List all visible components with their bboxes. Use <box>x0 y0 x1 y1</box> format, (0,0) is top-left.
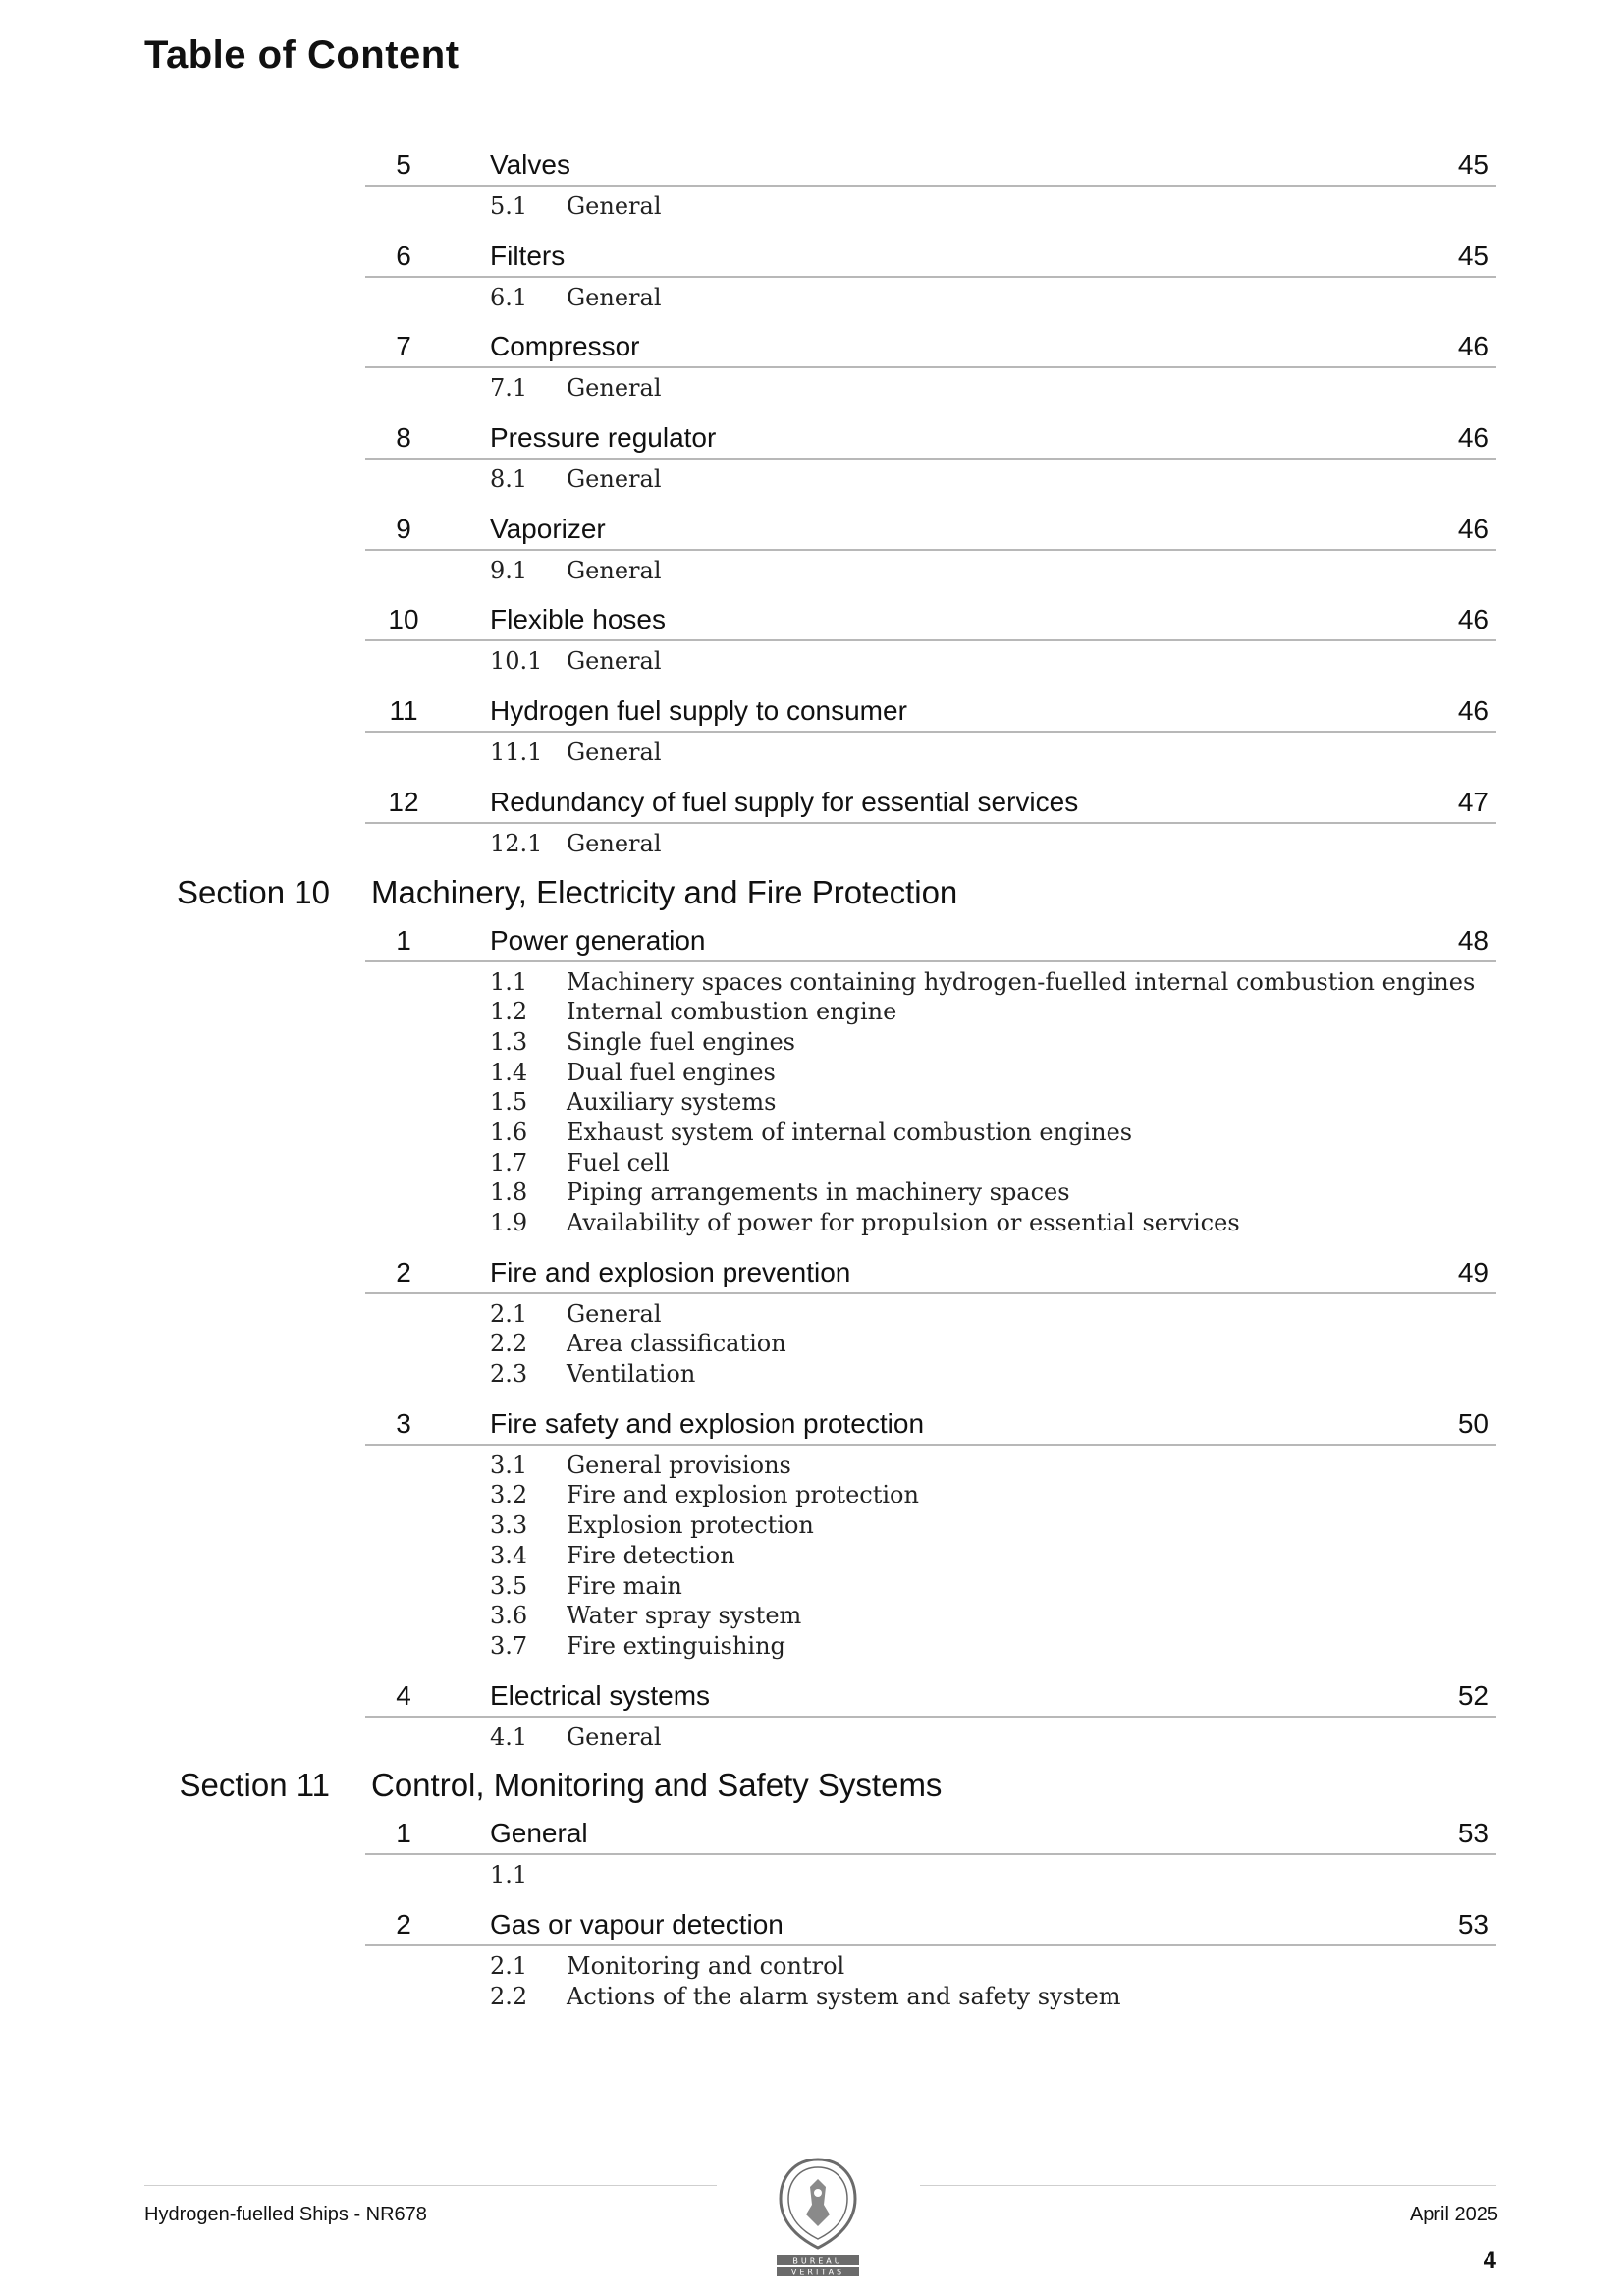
article-title: Gas or vapour detection <box>490 1908 784 1940</box>
subsection-number: 3.7 <box>490 1631 528 1660</box>
subsection-number: 3.6 <box>490 1602 528 1630</box>
article-page-number: 45 <box>1457 240 1488 271</box>
toc-subsection-row[interactable] <box>0 1330 1623 1360</box>
article-page-number: 46 <box>1457 513 1488 544</box>
toc-article-row[interactable] <box>365 777 1496 824</box>
subsection-title: Monitoring and control <box>567 1951 845 1980</box>
subsection-number: 2.2 <box>490 1330 528 1358</box>
article-number: 12 <box>388 786 419 817</box>
subsection-title: Fire extinguishing <box>567 1631 785 1660</box>
subsection-number: 1.6 <box>490 1118 528 1146</box>
subsection-title: General <box>567 829 662 857</box>
footer-date: April 2025 <box>1409 2204 1498 2225</box>
subsection-list <box>0 824 1623 868</box>
article-page-number: 50 <box>1457 1407 1488 1439</box>
section-title: Control, Monitoring and Safety Systems <box>371 1767 943 1804</box>
subsection-number: 2.1 <box>490 1299 528 1328</box>
subsection-number: 2.3 <box>490 1360 528 1389</box>
section-label: Section 11 <box>179 1767 330 1804</box>
article-number: 4 <box>396 1679 411 1711</box>
subsection-title: Ventilation <box>567 1360 696 1389</box>
toc-subsection-row[interactable] <box>0 1952 1623 1983</box>
toc-subsection-row[interactable] <box>0 1451 1623 1482</box>
article-page-number: 53 <box>1457 1818 1488 1849</box>
subsection-list <box>0 460 1623 504</box>
subsection-number: 4.1 <box>490 1722 528 1751</box>
subsection-title: Fire main <box>567 1571 682 1600</box>
toc-article-row[interactable] <box>365 1398 1496 1446</box>
subsection-title: Auxiliary systems <box>567 1088 777 1117</box>
toc-subsection-row[interactable] <box>0 1300 1623 1331</box>
toc-subsection-row[interactable] <box>0 968 1623 999</box>
toc-article-row[interactable] <box>365 139 1496 187</box>
article-page-number: 53 <box>1457 1908 1488 1940</box>
article-page-number: 49 <box>1457 1256 1488 1287</box>
subsection-title: Single fuel engines <box>567 1027 795 1056</box>
article-title: Power generation <box>490 924 706 956</box>
subsection-list <box>0 368 1623 412</box>
article-number: 1 <box>396 1818 411 1849</box>
toc-subsection-row[interactable] <box>0 192 1623 223</box>
subsection-title: Fuel cell <box>567 1148 670 1176</box>
toc-subsection-row[interactable] <box>0 1149 1623 1179</box>
subsection-number: 2.2 <box>490 1982 528 2010</box>
article-page-number: 46 <box>1457 331 1488 362</box>
subsection-title: Fire detection <box>567 1541 735 1569</box>
toc-subsection-row[interactable] <box>0 1178 1623 1209</box>
subsection-title: General <box>567 556 662 584</box>
subsection-number: 3.3 <box>490 1511 528 1540</box>
subsection-number: 1.4 <box>490 1058 528 1086</box>
article-title: Compressor <box>490 331 640 362</box>
section-heading <box>0 1761 1623 1808</box>
article-title: Fire safety and explosion protection <box>490 1407 925 1439</box>
article-page-number: 52 <box>1457 1679 1488 1711</box>
toc-subsection-row[interactable] <box>0 830 1623 860</box>
article-number: 10 <box>388 604 419 635</box>
subsection-title: Machinery spaces containing hydrogen-fuelled internal combustion engines <box>567 967 1476 996</box>
toc-subsection-row[interactable] <box>0 998 1623 1028</box>
subsection-number: 11.1 <box>490 738 543 767</box>
toc-article-row[interactable] <box>365 1899 1496 1946</box>
toc-subsection-row[interactable] <box>0 284 1623 314</box>
bureau-veritas-logo <box>769 2154 867 2279</box>
article-title: Filters <box>490 240 566 271</box>
subsection-list <box>0 1718 1623 1762</box>
section-title: Machinery, Electricity and Fire Protection <box>371 873 958 910</box>
subsection-number: 3.5 <box>490 1571 528 1600</box>
subsection-number: 3.2 <box>490 1481 528 1509</box>
subsection-number: 12.1 <box>490 829 543 857</box>
svg-text:BUREAU: BUREAU <box>792 2256 843 2266</box>
article-title: General <box>490 1818 588 1849</box>
subsection-list <box>0 187 1623 231</box>
toc-subsection-row[interactable] <box>0 1511 1623 1542</box>
article-title: Flexible hoses <box>490 604 666 635</box>
article-number: 2 <box>396 1256 411 1287</box>
subsection-list <box>0 278 1623 322</box>
toc-article-row[interactable] <box>365 1670 1496 1718</box>
subsection-title: Availability of power for propulsion or essential services <box>567 1209 1240 1236</box>
subsection-title: General <box>567 374 662 403</box>
subsection-title: General <box>567 647 662 676</box>
toc-subsection-row[interactable] <box>0 1360 1623 1391</box>
article-title: Pressure regulator <box>490 422 717 454</box>
subsection-number: 2.1 <box>490 1951 528 1980</box>
article-page-number: 45 <box>1457 149 1488 180</box>
toc-article-row[interactable] <box>365 915 1496 962</box>
toc-subsection-row[interactable] <box>0 1723 1623 1754</box>
article-title: Valves <box>490 149 570 180</box>
article-number: 1 <box>396 924 411 956</box>
subsection-title: Area classification <box>567 1330 786 1358</box>
svg-text:VERITAS: VERITAS <box>790 2268 845 2277</box>
article-number: 5 <box>396 149 411 180</box>
toc-subsection-row[interactable] <box>0 1632 1623 1663</box>
subsection-list <box>0 1294 1623 1398</box>
toc-subsection-row[interactable] <box>0 1481 1623 1511</box>
article-title: Fire and explosion prevention <box>490 1256 851 1287</box>
article-page-number: 46 <box>1457 695 1488 727</box>
subsection-number: 1.5 <box>490 1088 528 1117</box>
toc-subsection-row[interactable] <box>0 1861 1623 1891</box>
toc-article-row[interactable] <box>365 321 1496 368</box>
article-page-number: 46 <box>1457 422 1488 454</box>
toc-subsection-row[interactable] <box>0 1572 1623 1603</box>
subsection-number: 3.1 <box>490 1450 528 1479</box>
toc-subsection-row[interactable] <box>0 1983 1623 2013</box>
toc-article-row[interactable] <box>365 594 1496 641</box>
article-title: Hydrogen fuel supply to consumer <box>490 695 907 727</box>
toc-article-row[interactable] <box>365 412 1496 460</box>
article-page-number: 47 <box>1457 786 1488 817</box>
subsection-title: General <box>567 465 662 494</box>
subsection-title: Fire and explosion protection <box>567 1481 919 1509</box>
toc-subsection-row[interactable] <box>0 1059 1623 1089</box>
subsection-title: Water spray system <box>567 1602 802 1630</box>
subsection-list <box>0 641 1623 685</box>
footer-rule-right <box>920 2185 1496 2186</box>
toc-subsection-row[interactable] <box>0 1119 1623 1149</box>
subsection-number: 1.8 <box>490 1178 528 1207</box>
subsection-title: General <box>567 1722 662 1751</box>
subsection-list <box>0 551 1623 595</box>
subsection-title: General <box>567 1299 662 1328</box>
article-page-number: 46 <box>1457 604 1488 635</box>
article-title: Redundancy of fuel supply for essential services <box>490 786 1079 817</box>
subsection-list <box>0 962 1623 1247</box>
toc-subsection-row[interactable] <box>0 1028 1623 1059</box>
subsection-number: 6.1 <box>490 283 528 311</box>
article-page-number: 48 <box>1457 924 1488 956</box>
toc-article-row[interactable] <box>365 504 1496 551</box>
toc-subsection-row[interactable] <box>0 1209 1623 1239</box>
subsection-title: Piping arrangements in machinery spaces <box>567 1178 1070 1207</box>
subsection-number: 1.3 <box>490 1027 528 1056</box>
subsection-title: Dual fuel engines <box>567 1058 776 1086</box>
article-number: 8 <box>396 422 411 454</box>
article-number: 2 <box>396 1908 411 1940</box>
toc-subsection-row[interactable] <box>0 557 1623 587</box>
article-number: 7 <box>396 331 411 362</box>
subsection-title: Exhaust system of internal combustion engines <box>567 1118 1133 1146</box>
subsection-title: General provisions <box>567 1450 791 1479</box>
subsection-number: 8.1 <box>490 465 528 494</box>
subsection-title: Explosion protection <box>567 1511 814 1540</box>
subsection-title: General <box>567 283 662 311</box>
toc-subsection-row[interactable] <box>0 738 1623 769</box>
toc-subsection-row[interactable] <box>0 1602 1623 1632</box>
article-number: 9 <box>396 513 411 544</box>
toc-subsection-row[interactable] <box>0 1088 1623 1119</box>
page-title: Table of Content <box>144 33 460 77</box>
page-number: 4 <box>1483 2247 1496 2273</box>
subsection-list <box>0 1855 1623 1899</box>
toc-article-row[interactable] <box>365 231 1496 278</box>
subsection-number: 7.1 <box>490 374 528 403</box>
subsection-number: 1.2 <box>490 998 528 1026</box>
subsection-number: 3.4 <box>490 1541 528 1569</box>
toc-subsection-row[interactable] <box>0 465 1623 496</box>
section-heading <box>0 868 1623 915</box>
toc-subsection-row[interactable] <box>0 1542 1623 1572</box>
article-number: 11 <box>389 695 418 727</box>
subsection-number: 1.1 <box>490 1861 528 1889</box>
footer-rule-left <box>144 2185 717 2186</box>
toc-article-row[interactable] <box>365 1247 1496 1294</box>
subsection-number: 1.9 <box>490 1209 528 1236</box>
subsection-list <box>0 733 1623 777</box>
subsection-list <box>0 1946 1623 2020</box>
article-number: 3 <box>396 1407 411 1439</box>
subsection-title: General <box>567 192 662 220</box>
subsection-number: 5.1 <box>490 192 528 220</box>
subsection-number: 10.1 <box>490 647 543 676</box>
article-number: 6 <box>396 240 411 271</box>
article-title: Vaporizer <box>490 513 606 544</box>
subsection-title: Internal combustion engine <box>567 998 897 1026</box>
section-label: Section 10 <box>177 873 330 910</box>
table-of-contents <box>0 139 1623 2020</box>
toc-subsection-row[interactable] <box>0 647 1623 678</box>
toc-article-row[interactable] <box>365 1808 1496 1855</box>
footer-document-title: Hydrogen-fuelled Ships - NR678 <box>144 2204 427 2225</box>
toc-article-row[interactable] <box>365 685 1496 733</box>
subsection-number: 9.1 <box>490 556 528 584</box>
subsection-list <box>0 1446 1623 1670</box>
toc-subsection-row[interactable] <box>0 374 1623 405</box>
article-title: Electrical systems <box>490 1679 711 1711</box>
subsection-title: General <box>567 738 662 767</box>
subsection-title: Actions of the alarm system and safety system <box>567 1982 1121 2010</box>
subsection-number: 1.7 <box>490 1148 528 1176</box>
subsection-number: 1.1 <box>490 967 528 996</box>
